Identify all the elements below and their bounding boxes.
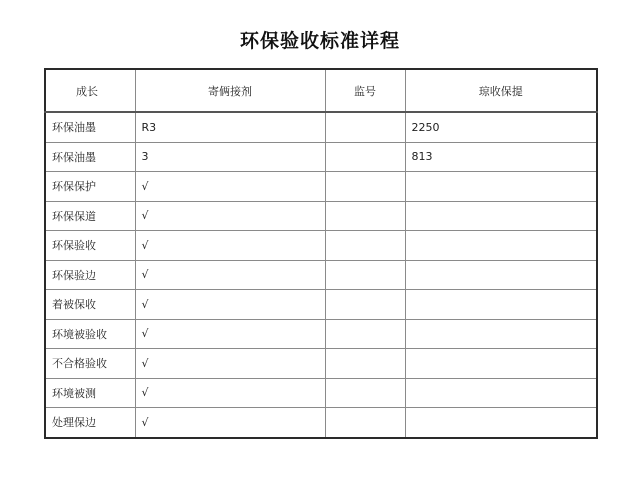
table-row [45, 201, 597, 231]
check-mark: √ [135, 319, 325, 349]
table-cell: 环保油墨 [45, 142, 135, 172]
check-mark: √ [135, 231, 325, 261]
table-row [45, 349, 597, 379]
page-title: 环保验收标准详程 [239, 30, 400, 52]
table-cell: 813 [405, 142, 597, 172]
table-cell: 2250 [405, 112, 597, 142]
table-cell [405, 290, 597, 320]
table-cell [405, 231, 597, 261]
table-row [45, 112, 597, 142]
column-header: 琼收保提 [405, 69, 597, 112]
table-cell [325, 290, 405, 320]
table-cell: R3 [135, 112, 325, 142]
column-header: 寄俩接剂 [135, 69, 325, 112]
check-mark: √ [135, 378, 325, 408]
table-row [45, 408, 597, 438]
table-cell [405, 349, 597, 379]
table-cell: 处理保边 [45, 408, 135, 438]
table-row [45, 231, 597, 261]
column-header: 监号 [325, 69, 405, 112]
standards-table [44, 68, 598, 439]
check-mark: √ [135, 172, 325, 202]
table-cell [325, 260, 405, 290]
table-row [45, 142, 597, 172]
table-cell: 环保保道 [45, 201, 135, 231]
table-cell: 环保验边 [45, 260, 135, 290]
table-cell [325, 378, 405, 408]
column-header: 成长 [45, 69, 135, 112]
table-cell: 环保保护 [45, 172, 135, 202]
table-cell [405, 408, 597, 438]
table-cell [325, 349, 405, 379]
table-cell [325, 201, 405, 231]
table-row [45, 172, 597, 202]
check-mark: √ [135, 201, 325, 231]
table-row [45, 378, 597, 408]
table-cell [325, 408, 405, 438]
table-cell: 环境被测 [45, 378, 135, 408]
table-cell [405, 201, 597, 231]
table-cell: 环保验收 [45, 231, 135, 261]
table-row [45, 319, 597, 349]
table-cell [405, 319, 597, 349]
table-cell: 不合格验收 [45, 349, 135, 379]
table-row [45, 260, 597, 290]
table-cell [405, 260, 597, 290]
check-mark: √ [135, 408, 325, 438]
check-mark: √ [135, 349, 325, 379]
table-cell: 3 [135, 142, 325, 172]
table-cell [325, 319, 405, 349]
table-cell [325, 112, 405, 142]
table-cell [405, 378, 597, 408]
check-mark: √ [135, 290, 325, 320]
table-cell [405, 172, 597, 202]
check-mark: √ [135, 260, 325, 290]
table-cell: 环保油墨 [45, 112, 135, 142]
table-cell [325, 172, 405, 202]
table-header-row [45, 69, 597, 112]
table-row [45, 290, 597, 320]
table-cell: 着被保收 [45, 290, 135, 320]
table-cell [325, 231, 405, 261]
table-cell [325, 142, 405, 172]
table-cell: 环境被验收 [45, 319, 135, 349]
